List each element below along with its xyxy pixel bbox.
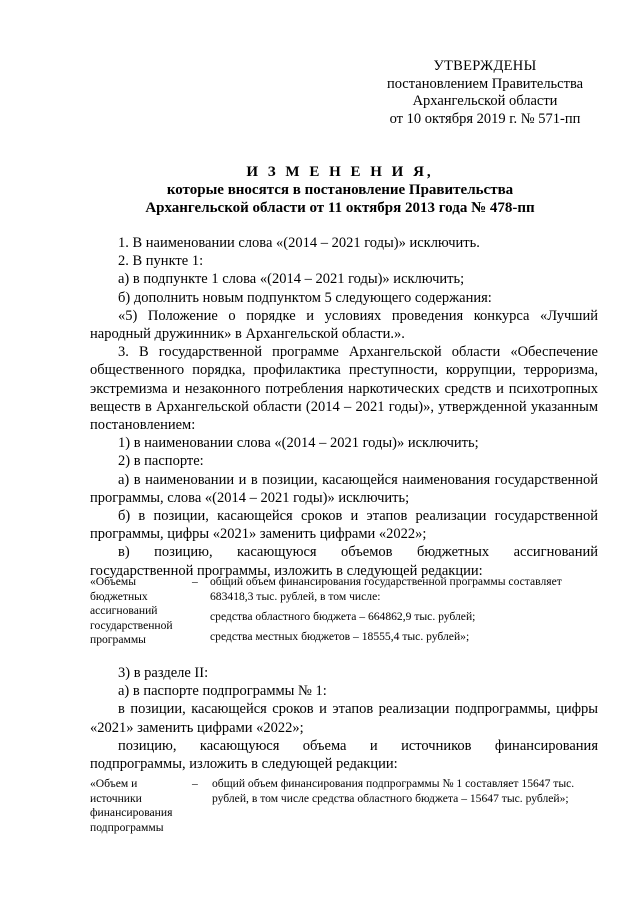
approval-line-3: Архангельской области bbox=[412, 93, 558, 109]
paragraph-14: в позиции, касающейся сроков и этапов реализации подпрограммы, цифры «2021» заменить цифрами «2022»; bbox=[90, 701, 598, 736]
paragraph-5: «5) Положение о порядке и условиях проведения конкурса «Лучший народный дружинник» в Архангельской области.». bbox=[90, 307, 598, 343]
funding-table-dash: – bbox=[192, 575, 198, 588]
approval-line-2: постановлением Правительства bbox=[386, 75, 584, 92]
funding-table-text bbox=[210, 575, 602, 650]
funding-line-2: средства областного бюджета – 664862,9 тыс. рублей; bbox=[210, 609, 476, 623]
heading-line-2: которые вносятся в постановление Правительства bbox=[166, 182, 514, 198]
paragraph-3: а) в подпункте 1 слова «(2014 – 2021 годы)» исключить; bbox=[118, 271, 465, 288]
funding-table-label: «Объемы бюджетных ассигнований государственной программы bbox=[90, 575, 173, 646]
document-heading bbox=[60, 163, 620, 217]
paragraph-11: в) позицию, касающуюся объемов бюджетных ассигнований государственной программы, изложить в следующей редакции: bbox=[90, 544, 598, 579]
paragraph-15: позицию, касающуюся объема и источников финансирования подпрограммы, изложить в следующей редакции: bbox=[90, 737, 598, 773]
funding-line-3: средства местных бюджетов – 18555,4 тыс. рублей»; bbox=[210, 629, 470, 643]
subprogram-table-label: «Объем и источники финансирования подпрограммы bbox=[90, 777, 173, 834]
paragraph-4: б) дополнить новым подпунктом 5 следующего содержания: bbox=[118, 289, 492, 306]
approval-line-4: от 10 октября 2019 г. № 571-пп bbox=[389, 110, 581, 127]
paragraph-12: 3) в разделе II: bbox=[118, 665, 209, 681]
paragraph-9: а) в наименовании и в позиции, касающейся наименования государственной программы, слова «(2014 – 2021 годы)» исключить; bbox=[90, 471, 598, 506]
paragraph-10: б) в позиции, касающейся сроков и этапов реализации государственной программы, цифры «2021» заменить цифрами «2022»; bbox=[90, 508, 598, 543]
paragraph-6: 3. В государственной программе Архангельской области «Обеспечение общественного порядка, профилактика преступности, коррупции, терроризма, экстремизма и незаконного потребления наркотических средств и психотропных веществ в Архангельской области (2014 – 2021 годы)», утвержденной указанным постановлением: bbox=[90, 344, 598, 434]
funding-table-program bbox=[90, 575, 600, 665]
paragraph-8: 2) в паспорте: bbox=[118, 453, 204, 470]
funding-line-1: общий объем финансирования государственной программы составляет 683418,3 тыс. рублей, в том числе: bbox=[210, 575, 562, 603]
paragraph-13: а) в паспорте подпрограммы № 1: bbox=[118, 683, 327, 700]
paragraph-7: 1) в наименовании слова «(2014 – 2021 годы)» исключить; bbox=[118, 435, 479, 452]
paragraph-1: 1. В наименовании слова «(2014 – 2021 годы)» исключить. bbox=[118, 235, 480, 251]
document-body bbox=[90, 234, 598, 580]
subprogram-table-dash: – bbox=[192, 777, 198, 790]
subprogram-table-text: общий объем финансирования подпрограммы № 1 составляет 15647 тыс. рублей, в том числе средства областного бюджета – 15647 тыс. рублей»; bbox=[212, 777, 575, 805]
approval-block bbox=[380, 58, 590, 128]
funding-table-subprogram bbox=[90, 777, 600, 847]
approval-title: УТВЕРЖДЕНЫ bbox=[433, 58, 537, 74]
heading-title: И З М Е Н Е Н И Я, bbox=[246, 164, 434, 180]
document-body-continued bbox=[90, 664, 598, 773]
paragraph-2: 2. В пункте 1: bbox=[118, 253, 204, 270]
heading-line-3: Архангельской области от 11 октября 2013 года № 478-пп bbox=[145, 200, 535, 216]
